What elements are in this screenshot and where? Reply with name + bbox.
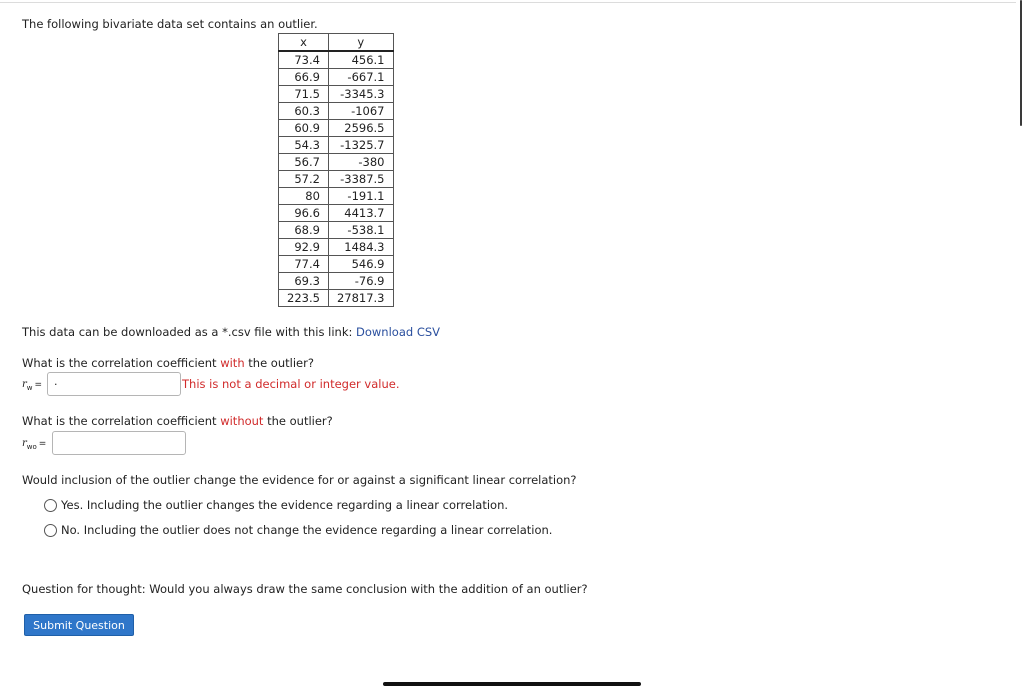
r-symbol: r bbox=[22, 438, 27, 449]
cell-y: -3345.3 bbox=[328, 86, 393, 103]
cell-y: -76.9 bbox=[328, 273, 393, 290]
cell-x: 56.7 bbox=[279, 154, 329, 171]
r-subscript: w bbox=[26, 384, 33, 392]
cell-y: 27817.3 bbox=[328, 290, 393, 307]
download-text: This data can be downloaded as a *.csv file with this link: bbox=[22, 325, 353, 339]
option-yes-label: Yes. Including the outlier changes the evidence regarding a linear correlation. bbox=[61, 498, 509, 512]
question-change-evidence: Would inclusion of the outlier change the evidence for or against a significant linear correlation? bbox=[22, 473, 577, 487]
question-text: What is the correlation coefficient bbox=[22, 356, 221, 370]
question-with-outlier bbox=[22, 356, 314, 370]
home-indicator[interactable] bbox=[383, 682, 641, 686]
table-row bbox=[279, 51, 394, 69]
equals-sign: = bbox=[34, 380, 43, 390]
header-y: y bbox=[328, 34, 393, 52]
table-row bbox=[279, 239, 394, 256]
cell-y: -667.1 bbox=[328, 69, 393, 86]
table-row bbox=[279, 69, 394, 86]
radio-no[interactable] bbox=[44, 524, 57, 537]
cell-x: 92.9 bbox=[279, 239, 329, 256]
submit-question-button[interactable]: Submit Question bbox=[24, 614, 134, 636]
scrollbar[interactable] bbox=[1020, 0, 1022, 126]
question-text: the outlier? bbox=[244, 356, 314, 370]
highlight-with: with bbox=[220, 356, 245, 370]
cell-x: 77.4 bbox=[279, 256, 329, 273]
cell-x: 73.4 bbox=[279, 51, 329, 69]
intro-text: The following bivariate data set contains an outlier. bbox=[22, 17, 318, 31]
cell-x: 60.3 bbox=[279, 103, 329, 120]
data-table bbox=[278, 33, 394, 307]
table-row bbox=[279, 205, 394, 222]
option-no-label: No. Including the outlier does not change the evidence regarding a linear correlation. bbox=[61, 523, 553, 537]
cell-x: 66.9 bbox=[279, 69, 329, 86]
r-subscript: wo bbox=[26, 443, 37, 451]
cell-y: 2596.5 bbox=[328, 120, 393, 137]
table-row bbox=[279, 273, 394, 290]
download-csv-link[interactable]: Download CSV bbox=[356, 325, 441, 339]
cell-x: 69.3 bbox=[279, 273, 329, 290]
download-line bbox=[22, 325, 440, 339]
highlight-without: without bbox=[220, 414, 264, 428]
table-row bbox=[279, 188, 394, 205]
top-divider bbox=[0, 2, 1016, 3]
cell-y: 4413.7 bbox=[328, 205, 393, 222]
cell-x: 80 bbox=[279, 188, 329, 205]
table-row bbox=[279, 120, 394, 137]
question-text: What is the correlation coefficient bbox=[22, 414, 221, 428]
table-row bbox=[279, 171, 394, 188]
option-yes[interactable] bbox=[44, 498, 508, 512]
option-no[interactable] bbox=[44, 523, 552, 537]
cell-x: 54.3 bbox=[279, 137, 329, 154]
table-row bbox=[279, 222, 394, 239]
cell-y: -3387.5 bbox=[328, 171, 393, 188]
header-x: x bbox=[279, 34, 329, 52]
table-row bbox=[279, 154, 394, 171]
question-text: the outlier? bbox=[263, 414, 333, 428]
equals-sign: = bbox=[38, 439, 47, 449]
r-with-label bbox=[22, 379, 42, 392]
question-without-outlier bbox=[22, 414, 333, 428]
r-without-input[interactable] bbox=[52, 431, 186, 455]
cell-x: 60.9 bbox=[279, 120, 329, 137]
cell-y: 456.1 bbox=[328, 51, 393, 69]
r-with-input[interactable] bbox=[47, 372, 181, 396]
cell-x: 96.6 bbox=[279, 205, 329, 222]
cell-y: -380 bbox=[328, 154, 393, 171]
table-row bbox=[279, 256, 394, 273]
table-row bbox=[279, 103, 394, 120]
r-symbol: r bbox=[22, 379, 27, 390]
cell-y: -1067 bbox=[328, 103, 393, 120]
cell-x: 223.5 bbox=[279, 290, 329, 307]
cell-x: 57.2 bbox=[279, 171, 329, 188]
cell-x: 68.9 bbox=[279, 222, 329, 239]
cell-y: -1325.7 bbox=[328, 137, 393, 154]
cell-y: -538.1 bbox=[328, 222, 393, 239]
r-without-label bbox=[22, 438, 46, 451]
cell-x: 71.5 bbox=[279, 86, 329, 103]
input-error-message: This is not a decimal or integer value. bbox=[182, 377, 400, 391]
radio-yes[interactable] bbox=[44, 499, 57, 512]
table-header-row bbox=[279, 34, 394, 52]
table-row bbox=[279, 290, 394, 307]
cell-y: 1484.3 bbox=[328, 239, 393, 256]
thought-question: Question for thought: Would you always draw the same conclusion with the addition of an outlier? bbox=[22, 582, 588, 596]
cell-y: 546.9 bbox=[328, 256, 393, 273]
table-row bbox=[279, 137, 394, 154]
cell-y: -191.1 bbox=[328, 188, 393, 205]
table-row bbox=[279, 86, 394, 103]
